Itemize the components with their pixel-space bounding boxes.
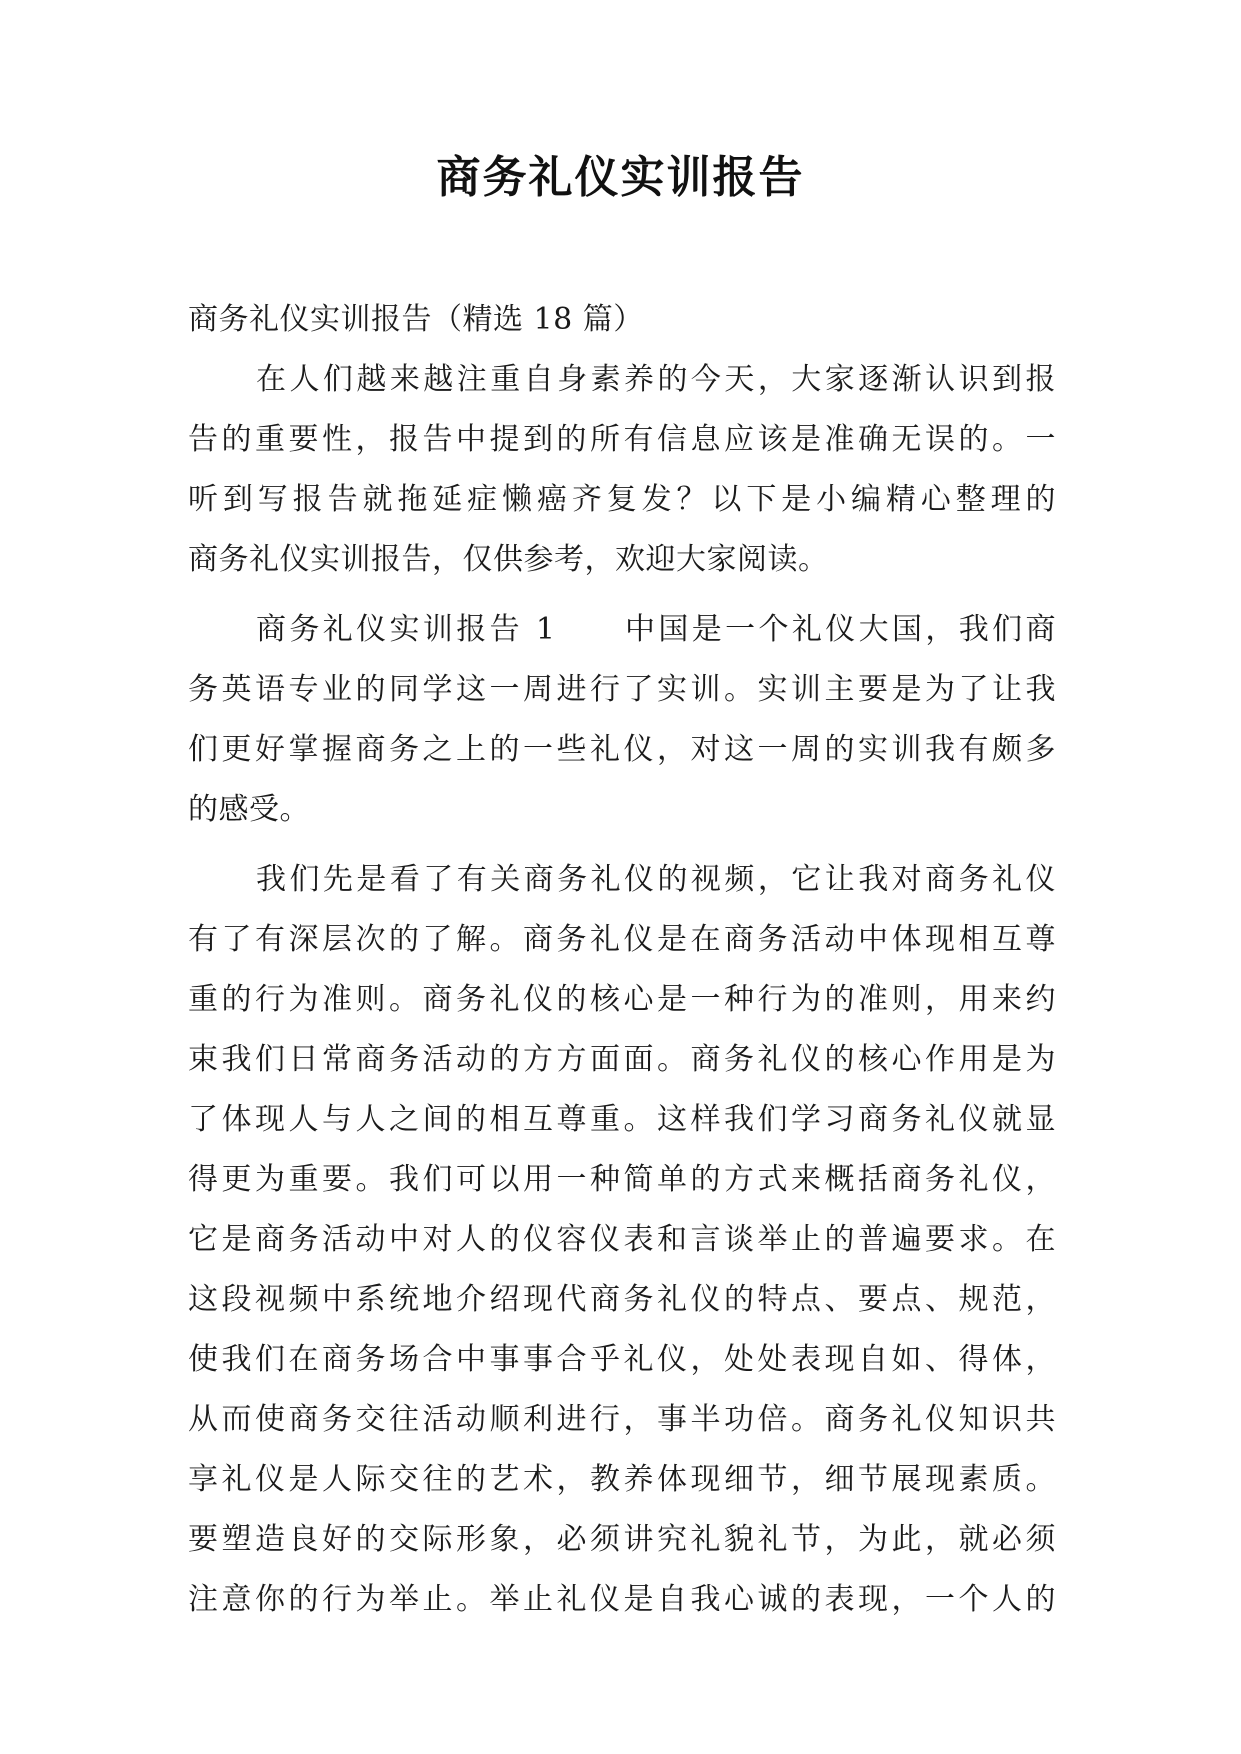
paragraph-line: 束我们日常商务活动的方方面面。商务礼仪的核心作用是为 (188, 1042, 1056, 1077)
paragraph-line: 享礼仪是人际交往的艺术，教养体现细节，细节展现素质。 (188, 1462, 1056, 1497)
paragraph-line: 它是商务活动中对人的仪容仪表和言谈举止的普遍要求。在 (188, 1222, 1056, 1257)
paragraph-line: 商务礼仪实训报告，仅供参考，欢迎大家阅读。 (188, 542, 829, 577)
paragraph-line: 我们先是看了有关商务礼仪的视频，它让我对商务礼仪 (256, 862, 1056, 897)
paragraph-line: 务英语专业的同学这一周进行了实训。实训主要是为了让我 (188, 672, 1056, 707)
paragraph-line: 在人们越来越注重自身素养的今天，大家逐渐认识到报 (256, 362, 1056, 397)
document-title: 商务礼仪实训报告 (436, 152, 805, 203)
document-body (188, 290, 1056, 1630)
paragraph-line: 有了有深层次的了解。商务礼仪是在商务活动中体现相互尊 (188, 922, 1056, 957)
paragraph-line: 注意你的行为举止。举止礼仪是自我心诚的表现，一个人的 (188, 1582, 1056, 1617)
paragraph-line: 得更为重要。我们可以用一种简单的方式来概括商务礼仪， (188, 1162, 1056, 1197)
paragraph-line: 使我们在商务场合中事事合乎礼仪，处处表现自如、得体， (188, 1342, 1056, 1377)
paragraph-line: 们更好掌握商务之上的一些礼仪，对这一周的实训我有颇多 (188, 732, 1056, 767)
paragraph-line: 的感受。 (188, 792, 310, 827)
paragraph-line: 要塑造良好的交际形象，必须讲究礼貌礼节，为此，就必须 (188, 1522, 1056, 1557)
paragraph-line: 从而使商务交往活动顺利进行，事半功倍。商务礼仪知识共 (188, 1402, 1056, 1437)
paragraph-line: 告的重要性，报告中提到的所有信息应该是准确无误的。一 (188, 422, 1056, 457)
paragraph-line: 这段视频中系统地介绍现代商务礼仪的特点、要点、规范， (188, 1282, 1056, 1317)
paragraph-line: 听到写报告就拖延症懒癌齐复发？以下是小编精心整理的 (188, 482, 1056, 517)
paragraph-line: 商务礼仪实训报告 1 中国是一个礼仪大国，我们商 (256, 612, 1056, 647)
subtitle-line: 商务礼仪实训报告（精选 18 篇） (188, 302, 644, 337)
paragraph-line: 重的行为准则。商务礼仪的核心是一种行为的准则，用来约 (188, 982, 1056, 1017)
paragraph-line: 了体现人与人之间的相互尊重。这样我们学习商务礼仪就显 (188, 1102, 1056, 1137)
